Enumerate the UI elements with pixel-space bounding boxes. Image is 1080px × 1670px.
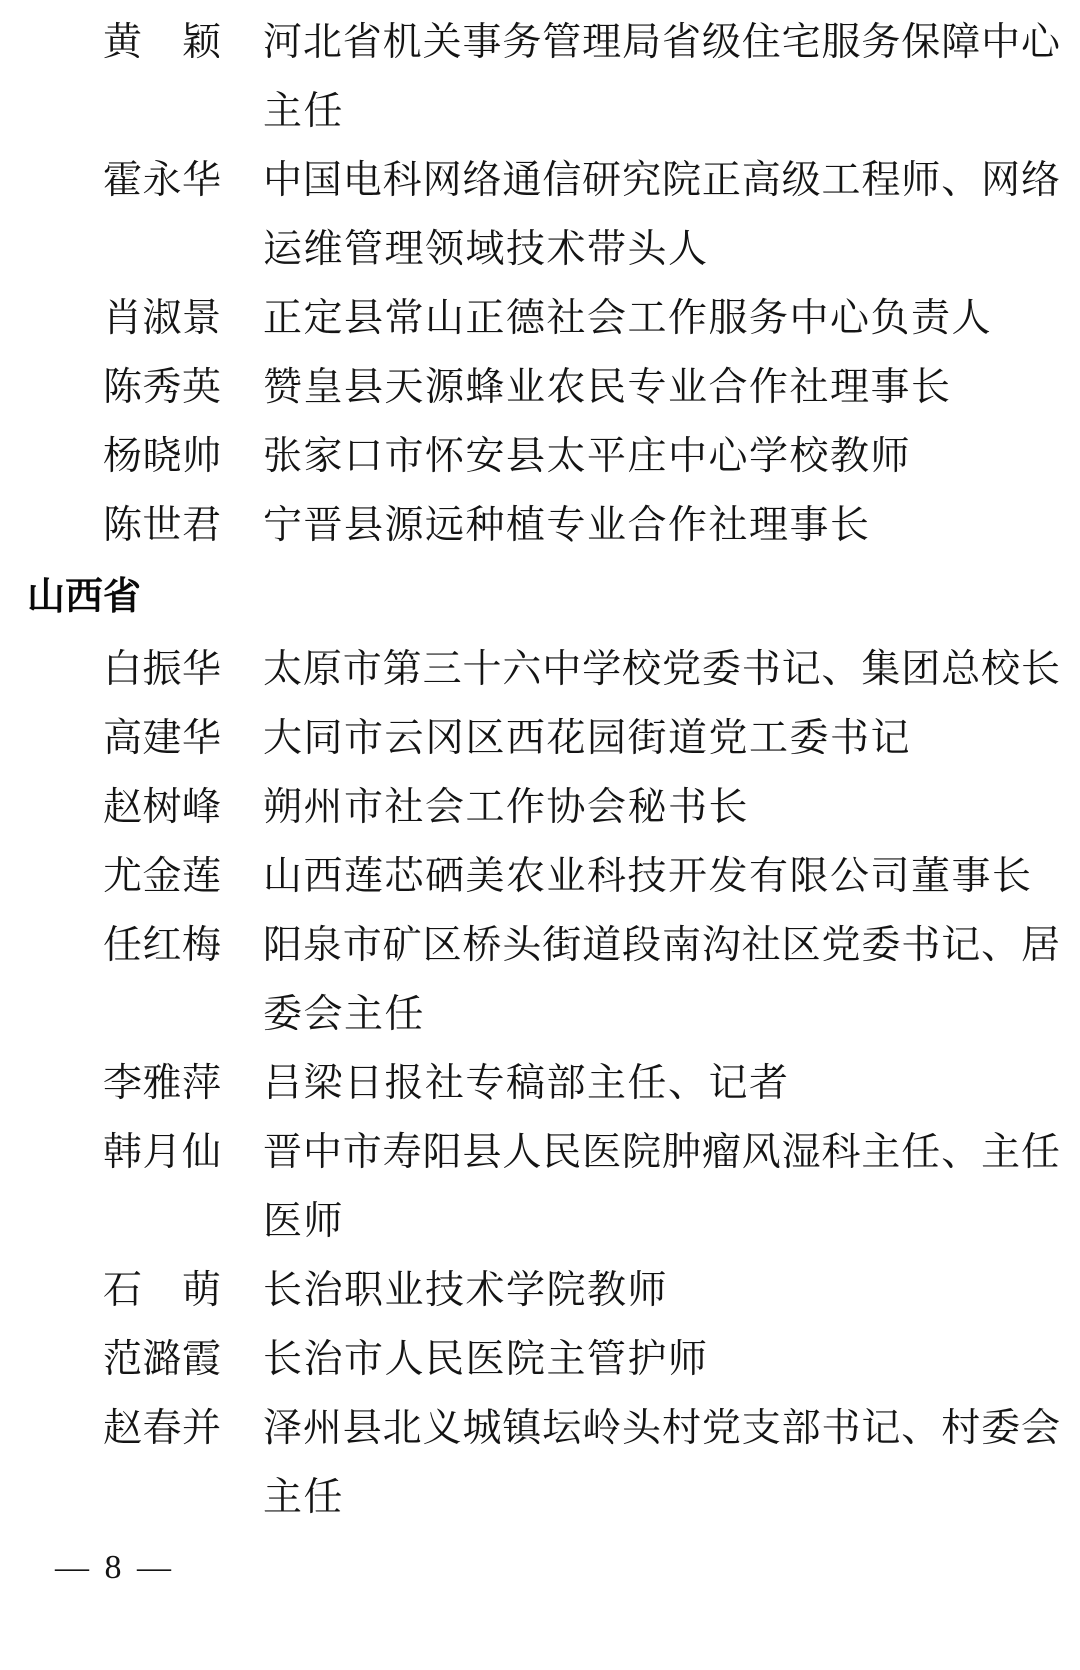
- roster-entry: [103, 635, 1080, 704]
- title-line: 医师: [263, 1200, 345, 1243]
- person-title: [263, 1325, 1060, 1394]
- person-name: 韩月仙: [103, 1131, 221, 1174]
- person-name: 杨晓帅: [103, 435, 221, 478]
- title-line: 河北省机关事务管理局省级住宅服务保障中心: [263, 21, 1060, 64]
- person-title: [263, 8, 1060, 146]
- title-line: 泽州县北义城镇坛岭头村党支部书记、村委会: [263, 1407, 1060, 1450]
- roster-entry: [103, 1118, 1080, 1256]
- person-name: 石萌: [103, 1269, 221, 1312]
- title-line: 长治市人民医院主管护师: [263, 1338, 709, 1381]
- person-title: [263, 704, 1060, 773]
- section-header-shanxi: 山西省: [27, 576, 142, 618]
- person-title: [263, 284, 1060, 353]
- title-line: 大同市云冈区西花园街道党工委书记: [263, 717, 912, 760]
- page-number: — 8 —: [55, 1549, 171, 1586]
- roster-entry: [103, 842, 1080, 911]
- person-name: 李雅萍: [103, 1062, 221, 1105]
- person-title: [263, 911, 1060, 1049]
- title-line: 委会主任: [263, 993, 426, 1036]
- person-title: [263, 1118, 1060, 1256]
- person-name: 任红梅: [103, 924, 221, 967]
- person-title: [263, 422, 1060, 491]
- title-line: 吕梁日报社专稿部主任、记者: [263, 1062, 790, 1105]
- person-title: [263, 1256, 1060, 1325]
- title-line: 赞皇县天源蜂业农民专业合作社理事长: [263, 366, 952, 409]
- roster-entry: [103, 1049, 1080, 1118]
- person-title: [263, 635, 1060, 704]
- person-title: [263, 146, 1060, 284]
- person-name: 高建华: [103, 717, 221, 760]
- roster-entry: [103, 353, 1080, 422]
- person-title: [263, 842, 1060, 911]
- title-line: 运维管理领域技术带头人: [263, 228, 709, 271]
- title-line: 太原市第三十六中学校党委书记、集团总校长: [263, 648, 1060, 691]
- roster-entry: [103, 911, 1080, 1049]
- person-name: 赵春并: [103, 1407, 221, 1450]
- roster-entry: [103, 1325, 1080, 1394]
- title-line: 山西莲芯硒美农业科技开发有限公司董事长: [263, 855, 1033, 898]
- roster-entry: [103, 1394, 1080, 1532]
- person-name: 陈世君: [103, 504, 221, 547]
- person-name: 尤金莲: [103, 855, 221, 898]
- page-number-footer: [55, 1548, 171, 1588]
- person-name: 黄颖: [103, 21, 221, 64]
- title-line: 宁晋县源远种植专业合作社理事长: [263, 504, 871, 547]
- title-line: 主任: [263, 90, 345, 133]
- person-name: 范潞霞: [103, 1338, 221, 1381]
- roster-entry: [103, 284, 1080, 353]
- roster-entry: [103, 422, 1080, 491]
- title-line: 中国电科网络通信研究院正高级工程师、网络: [263, 159, 1060, 202]
- roster-entry: [103, 704, 1080, 773]
- person-title: [263, 491, 1060, 560]
- person-name: 赵树峰: [103, 786, 221, 829]
- roster-entry: [103, 146, 1080, 284]
- person-title: [263, 353, 1060, 422]
- title-line: 主任: [263, 1476, 345, 1519]
- roster-entry: [103, 1256, 1080, 1325]
- person-name: 白振华: [103, 648, 221, 691]
- title-line: 张家口市怀安县太平庄中心学校教师: [263, 435, 912, 478]
- roster-entry: [103, 773, 1080, 842]
- title-line: 正定县常山正德社会工作服务中心负责人: [263, 297, 993, 340]
- person-title: [263, 1049, 1060, 1118]
- person-title: [263, 773, 1060, 842]
- title-line: 长治职业技术学院教师: [263, 1269, 669, 1312]
- person-title: [263, 1394, 1060, 1532]
- person-name: 陈秀英: [103, 366, 221, 409]
- person-name: 霍永华: [103, 159, 221, 202]
- title-line: 阳泉市矿区桥头街道段南沟社区党委书记、居: [263, 924, 1060, 967]
- person-name: 肖淑景: [103, 297, 221, 340]
- roster-entry: [103, 8, 1080, 146]
- roster-entry: [103, 491, 1080, 560]
- title-line: 晋中市寿阳县人民医院肿瘤风湿科主任、主任: [263, 1131, 1060, 1174]
- title-line: 朔州市社会工作协会秘书长: [263, 786, 750, 829]
